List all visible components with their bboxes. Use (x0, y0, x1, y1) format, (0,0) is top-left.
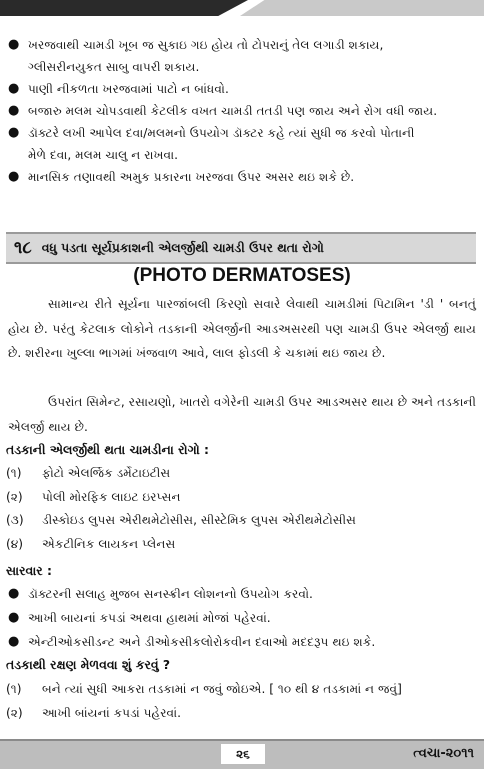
bullet-text: બજારુ મલમ ચોપડવાથી કેટલીક વખત ચામડી તતડી પણ જાય અને રોગ વધી જાય. (28, 104, 438, 118)
bullet-text-line2: મેળે દવા, મલમ ચાલુ ન રાખવા. (28, 148, 178, 162)
intro-paragraph-text: સામાન્ય રીતે સૂર્યના પારજાંબલી કિરણો સવારે લેવાથી ચામડીમાં પિટામિન 'ડી ' બનતું હોય છે. પરંતુ કેટલાક લોકોને તડકાની એલર્જીની આડઅસરથી પણ ચામડી ઉપર એલર્જી થાય છે. શરીરના ખુલ્લા ભાગમાં ખંજવાળ આવે, લાલ ફોડલી કે ચકામાં થઇ જાય છે. (8, 297, 476, 360)
list-item (6, 166, 476, 188)
diseases-list (6, 462, 478, 556)
item-number: (૩) (6, 513, 24, 527)
bullet-icon: ● (8, 125, 20, 140)
item-text: ફોટો એલર્જિક ડર્મેટાઇટીસ (42, 466, 171, 480)
bullet-text-line1: ખરજવાથી ચામડી ખૂબ જ સુકાઇ ગઇ હોય તો ટોપરાનું તેલ લગાડી શકાય, (28, 38, 384, 52)
item-text: બને ત્યાં સુધી આકરા તડકામાં ન જવું જોઇએ. [ ૧૦ થી ૪ તડકામાં ન જવું] (42, 682, 402, 696)
section-subtitle: (PHOTO DERMATOSES) (133, 265, 351, 286)
top-bar-light-segment (240, 0, 484, 16)
item-number: (૨) (6, 489, 23, 504)
bullet-icon: ● (8, 634, 20, 649)
list-item (6, 702, 478, 726)
item-number: (૧) (6, 682, 22, 696)
bullet-icon: ● (8, 169, 20, 184)
protection-list (6, 678, 478, 725)
item-number: (૪) (6, 536, 24, 551)
bullet-icon: ● (8, 103, 20, 118)
page-number: ૨૬ (221, 744, 265, 764)
second-paragraph (8, 390, 476, 439)
top-bar-dark-segment (0, 0, 248, 16)
list-item (6, 122, 476, 166)
bullet-icon: ● (8, 610, 20, 625)
bullet-icon: ● (8, 37, 20, 52)
section-number: ૧૮ (14, 238, 32, 258)
second-paragraph-text: ઉપરાંત સિમેન્ટ, રસાયણો, ખાતરો વગેરેની ચામડી ઉપર આડઅસર થાય છે અને તડકાની એલર્જી થાય છે. (8, 395, 476, 434)
page-footer (0, 739, 484, 769)
list-item (6, 100, 476, 122)
treatment-heading: સારવાર : (6, 563, 52, 578)
top-bullet-list (6, 34, 476, 188)
item-number: (૧) (6, 466, 22, 480)
treatment-list (6, 582, 478, 654)
item-text: એકટીનિક લાયકન પ્લેનસ (42, 536, 176, 551)
item-text: પોલી મોરફિક લાઇટ ઇરપ્સન (42, 489, 181, 504)
item-text: આખી બાંયનાં કપડાં પહેરવાં. (42, 705, 181, 720)
protection-heading: તડકાથી રક્ષણ મેળવવા શું કરવું ? (6, 657, 171, 672)
intro-paragraph (8, 292, 476, 366)
top-decorative-bar (0, 0, 484, 16)
item-number: (૨) (6, 705, 23, 720)
list-item (6, 486, 478, 510)
list-item (6, 606, 478, 630)
list-item (6, 509, 478, 533)
bullet-text: માનસિક તણાવથી અમુક પ્રકારના ખરજવા ઉપર અસર થઇ શકે છે. (28, 170, 355, 184)
list-item (6, 462, 478, 486)
bullet-icon: ● (8, 81, 20, 96)
bullet-text-line2: ગ્લીસરીનયુકત સાબુ વાપરી શકાય. (28, 60, 200, 74)
diseases-heading: તડકાની એલર્જીથી થતા ચામડીના રોગો : (6, 442, 209, 457)
bullet-text: પાણી નીકળતા ખરજવામાં પાટો ન બાંધવો. (28, 82, 229, 96)
bullet-text: આખી બાયનાં કપડાં અથવા હાથમાં મોજાં પહેરવાં. (28, 611, 271, 625)
item-text: ડીસ્કોઇડ લુપસ એરીથમેટોસીસ, સીસ્ટેમિક લુપસ એરીથમેટોસીસ (42, 513, 357, 527)
list-item (6, 533, 478, 557)
magazine-title: ત્વચા-૨૦૧૧ (413, 746, 474, 761)
list-item (6, 630, 478, 654)
list-item (6, 582, 478, 606)
list-item (6, 78, 476, 100)
bullet-text-line1: ડૉક્ટરે લખી આપેલ દવા/મલમનો ઉપયોગ ડૉક્ટર કહે ત્યાં સુધી જ કરવો પોતાની (28, 126, 415, 140)
bullet-text: એન્ટીઓકસીડન્ટ અને ડીઓકસીકલોરોકવીન દવાઓ મદદરૂપ થઇ શકે. (28, 635, 376, 649)
bullet-text: ડૉક્ટરની સલાહ મુજબ સનસ્ક્રીન લોશનનો ઉપયોગ કરવો. (28, 587, 313, 601)
section-title: વધુ પડતા સૂર્યપ્રકાશની એલર્જીથી ચામડી ઉપર થતા રોગો (41, 240, 324, 255)
bullet-icon: ● (8, 586, 20, 601)
section-header (6, 232, 476, 264)
list-item (6, 678, 478, 702)
list-item (6, 34, 476, 78)
